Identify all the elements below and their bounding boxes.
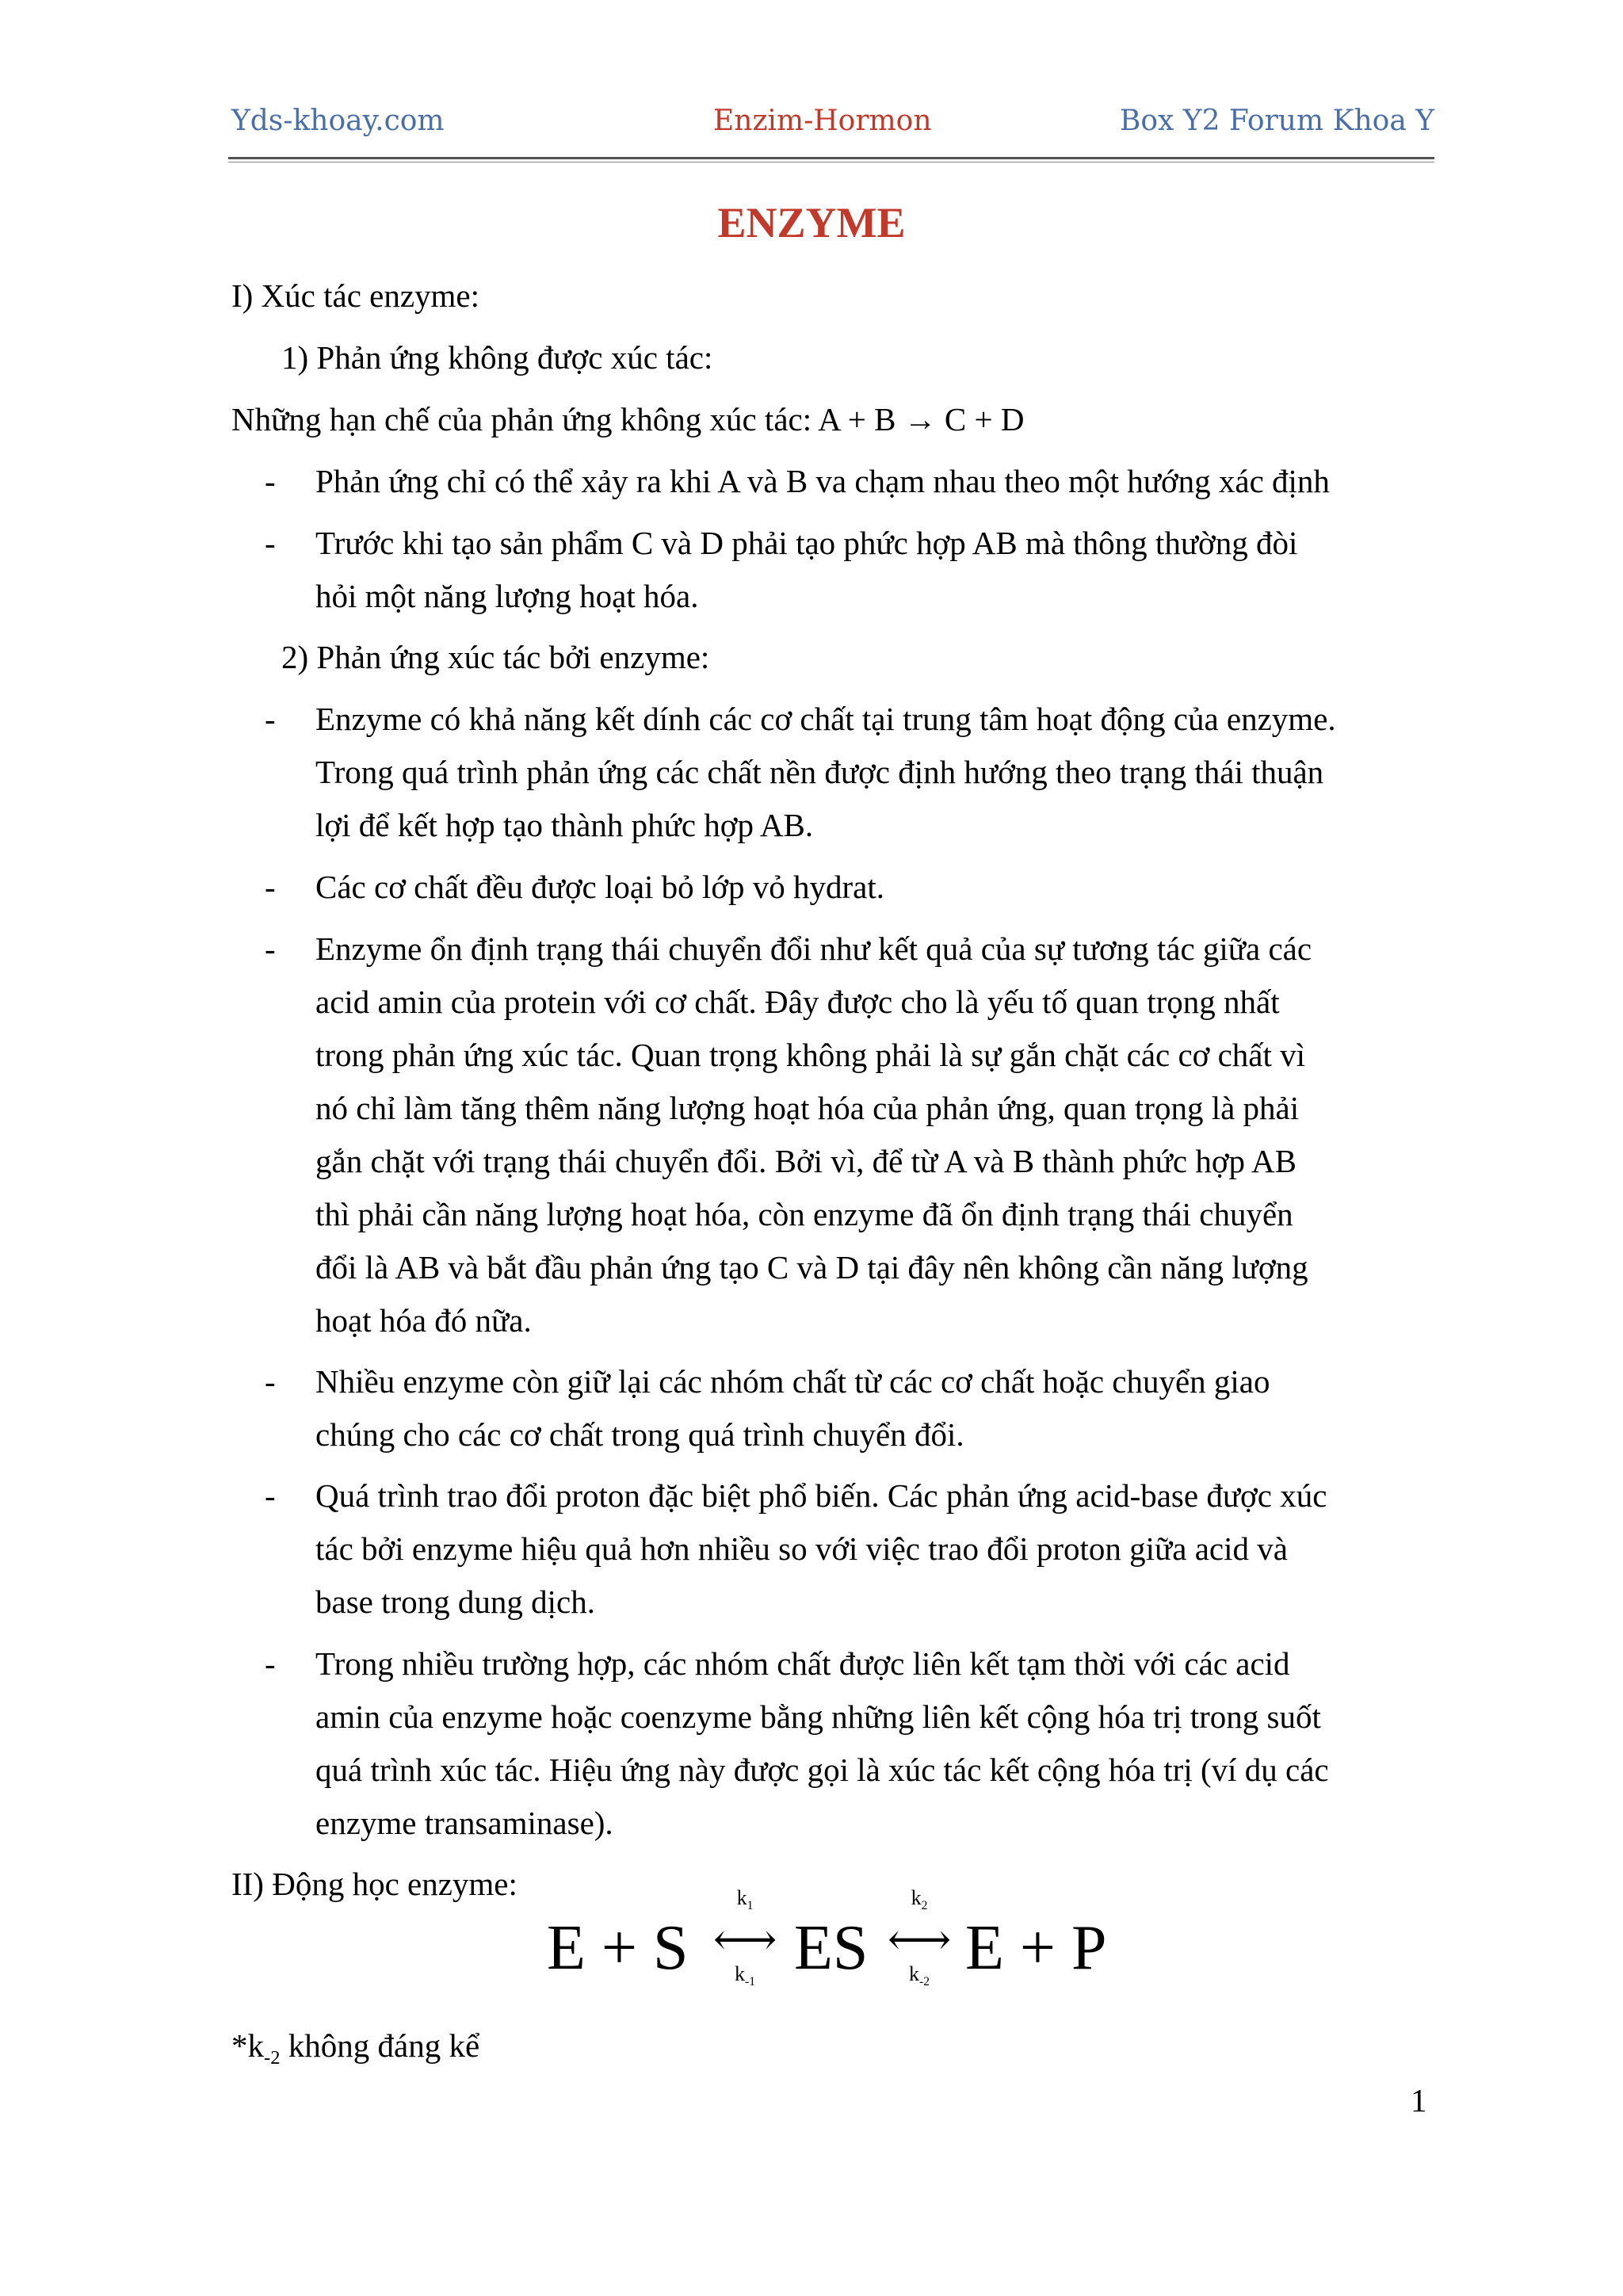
bullet-text: quá trình xúc tác. Hiệu ứng này được gọi là xúc tác kết cộng hóa trị (ví dụ các xyxy=(315,1752,1329,1788)
section-heading: I) Xúc tác enzyme: xyxy=(231,277,480,314)
bullet-text: Các cơ chất đều được loại bỏ lớp vỏ hydrat. xyxy=(315,869,885,905)
header-divider xyxy=(228,157,1434,159)
bullet-text: Enzyme ổn định trạng thái chuyển đổi như kết quả của sự tương tác giữa các xyxy=(315,930,1312,967)
bullet-text: Trong nhiều trường hợp, các nhóm chất được liên kết tạm thời với các acid xyxy=(315,1645,1290,1682)
bullet-text: thì phải cần năng lượng hoạt hóa, còn enzyme đã ổn định trạng thái chuyển xyxy=(315,1196,1293,1232)
footnote-prefix: *k xyxy=(231,2027,264,2064)
double-arrow-icon: ⟷ xyxy=(888,1916,952,1965)
equilibrium-arrow-2 xyxy=(888,1888,951,1991)
bullet-text: Phản ứng chỉ có thể xảy ra khi A và B va chạm nhau theo một hướng xác định xyxy=(315,463,1330,499)
bullet-text: enzyme transaminase). xyxy=(315,1805,613,1841)
bullet-text: acid amin của protein với cơ chất. Đây được cho là yếu tố quan trọng nhất xyxy=(315,984,1280,1020)
bullet-text: gắn chặt với trạng thái chuyển đổi. Bởi vì, để từ A và B thành phức hợp AB xyxy=(315,1143,1296,1179)
bullet-text: lợi để kết hợp tạo thành phức hợp AB. xyxy=(315,807,814,843)
bullet-text: amin của enzyme hoặc coenzyme bằng những liên kết cộng hóa trị trong suốt xyxy=(315,1698,1321,1735)
page-header xyxy=(228,105,1434,149)
footnote xyxy=(231,2019,479,2084)
bullet-text: Trước khi tạo sản phẩm C và D phải tạo phức hợp AB mà thông thường đòi xyxy=(315,525,1298,561)
rate-constant-k1: $k_1$ xyxy=(736,1886,754,1913)
equation-complex: ES xyxy=(794,1913,869,1983)
bullet-marker: - xyxy=(265,463,276,499)
equilibrium-arrow-1 xyxy=(713,1888,777,1991)
double-arrow-icon: ⟷ xyxy=(713,1916,777,1965)
section-heading: II) Động học enzyme: xyxy=(231,1866,517,1902)
bullet-marker: - xyxy=(265,1645,276,1682)
bullet-text: Enzyme có khả năng kết dính các cơ chất tại trung tâm hoạt động của enzyme. xyxy=(315,701,1336,737)
footnote-subscript: -2 xyxy=(264,2047,281,2069)
equation-products: E + P xyxy=(965,1913,1107,1983)
rate-constant-k-minus1: $k_{-1}$ xyxy=(735,1962,755,1989)
bullet-marker: - xyxy=(265,525,276,561)
bullet-text: hỏi một năng lượng hoạt hóa. xyxy=(315,578,699,614)
bullet-marker: - xyxy=(265,869,276,905)
document-title: ENZYME xyxy=(717,199,906,246)
rate-constant-k-minus2: $k_{-2}$ xyxy=(909,1962,930,1989)
bullet-text: Trong quá trình phản ứng các chất nền được định hướng theo trạng thái thuận xyxy=(315,754,1324,790)
paragraph: Những hạn chế của phản ứng không xúc tác: A + B → C + D xyxy=(231,401,1025,437)
rate-constant-k2: $k_2$ xyxy=(911,1886,928,1913)
header-forum-name: Box Y2 Forum Khoa Y xyxy=(1119,105,1434,137)
page-number: 1 xyxy=(1411,2082,1427,2118)
subsection-heading: 2) Phản ứng xúc tác bởi enzyme: xyxy=(281,639,710,675)
header-topic: Enzim-Hormon xyxy=(713,105,932,137)
bullet-marker: - xyxy=(265,701,276,737)
bullet-text: trong phản ứng xúc tác. Quan trọng không phải là sự gắn chặt các cơ chất vì xyxy=(315,1037,1306,1073)
bullet-text: Quá trình trao đổi proton đặc biệt phổ biến. Các phản ứng acid-base được xúc xyxy=(315,1477,1327,1514)
bullet-text: base trong dung dịch. xyxy=(315,1584,595,1620)
bullet-marker: - xyxy=(265,1363,276,1400)
bullet-marker: - xyxy=(265,1477,276,1514)
bullet-text: chúng cho các cơ chất trong quá trình chuyển đổi. xyxy=(315,1416,964,1453)
bullet-marker: - xyxy=(265,930,276,967)
subsection-heading: 1) Phản ứng không được xúc tác: xyxy=(281,339,713,376)
bullet-text: hoạt hóa đó nữa. xyxy=(315,1302,532,1339)
bullet-text: Nhiều enzyme còn giữ lại các nhóm chất từ các cơ chất hoặc chuyển giao xyxy=(315,1363,1270,1400)
bullet-text: nó chỉ làm tăng thêm năng lượng hoạt hóa của phản ứng, quan trọng là phải xyxy=(315,1090,1300,1126)
bullet-text: tác bởi enzyme hiệu quả hơn nhiều so với việc trao đổi proton giữa acid và xyxy=(315,1530,1288,1567)
header-site-name: Yds-khoay.com xyxy=(231,105,445,137)
footnote-text: không đáng kể xyxy=(280,2027,480,2064)
bullet-text: đổi là AB và bắt đầu phản ứng tạo C và D tại đây nên không cần năng lượng xyxy=(315,1249,1308,1286)
equation-reactants: E + S xyxy=(547,1913,689,1983)
